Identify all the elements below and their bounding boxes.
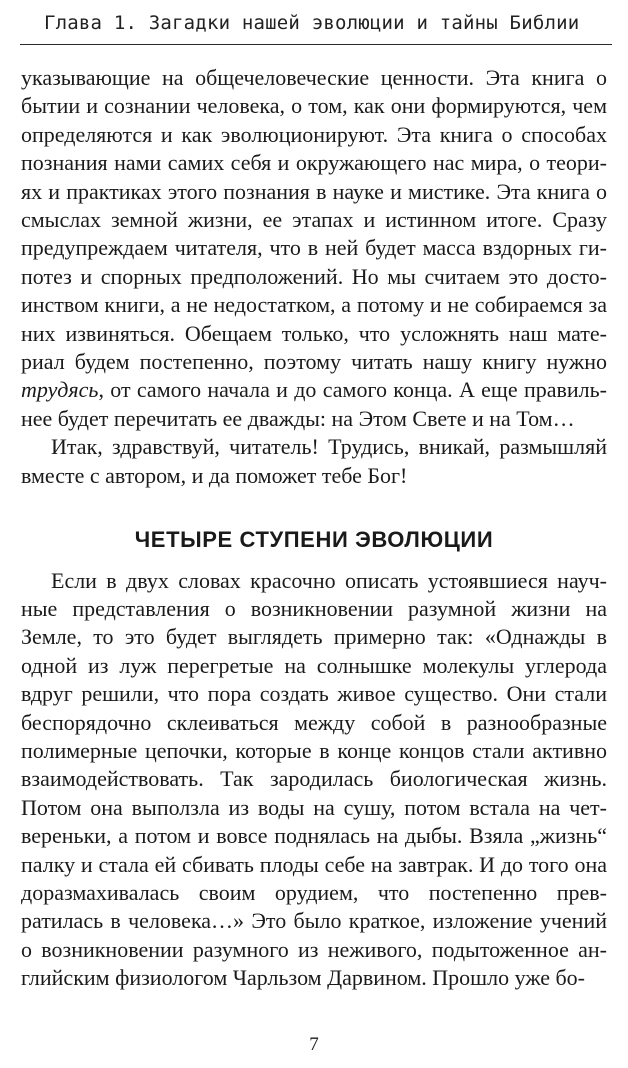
section-title: ЧЕТЫРЕ СТУПЕНИ ЭВОЛЮЦИИ <box>134 527 494 553</box>
header-rule <box>20 44 612 45</box>
paragraph-text: , от самого начала и до самого конца. А еще правильнее будет перечитать ее дважды: на Этом Свете и на Том… <box>21 377 607 431</box>
paragraph-section-start: Если в двух словах красочно описать устоявшиеся научные представления о возникновении разумной жизни на Земле, то это будет выглядеть примерно так: «Однажды в одной из луж перегретые на солнышке молекулы углерода вдруг решили, что пора создать живое существо. Они стали беспорядочно склеиваться между собой в разнообразные полимерные цепочки, которые в конце концов стали активно взаимодействовать. Так зародилась биологическая жизнь. Потом она выползла из воды на сушу, потом встала на четвереньки, а потом и вовсе поднялась на дыбы. Взяла „жизнь“ палку и стала ей сбивать плоды себе на завтрак. И до того она доразмахивалась своим орудием, что постепенно превратилась в человека…» Это было краткое, изложение учений о возникновении разумного из неживого, подытоженное английским физиологом Чарльзом Дарвином. Прошло уже бо- <box>21 567 607 991</box>
page-number: 7 <box>309 1034 319 1055</box>
emphasis-word: трудясь <box>21 377 99 403</box>
page-body <box>21 64 607 993</box>
paragraph-greeting: Итак, здравствуй, читатель! Трудись, вникай, размышляй вместе с автором, и да поможет тебе Бог! <box>21 434 607 488</box>
paragraph-text: указывающие на общечеловеческие ценности. Эта книга о бытии и сознании человека, о том, как они формируются, чем определяются и как эволюционируют. Эта книга о способах познания нами самих себя и окружающего нас мира, о теориях и практиках этого познания в науке и мистике. Эта книга о смыслах земной жизни, ее этапах и истинном итоге. Сразу предупреждаем читателя, что в ней будет масса вздорных гипотез и спорных предположений. Но мы считаем это достоинством книги, а не недостатком, а потому и не собираемся за них извиняться. Обещаем только, что усложнять наш материал будем постепенно, поэтому читать нашу книгу нужно <box>21 65 607 375</box>
running-head: Глава 1. Загадки нашей эволюции и тайны Библии <box>44 12 580 34</box>
paragraph-continuation <box>21 64 607 433</box>
